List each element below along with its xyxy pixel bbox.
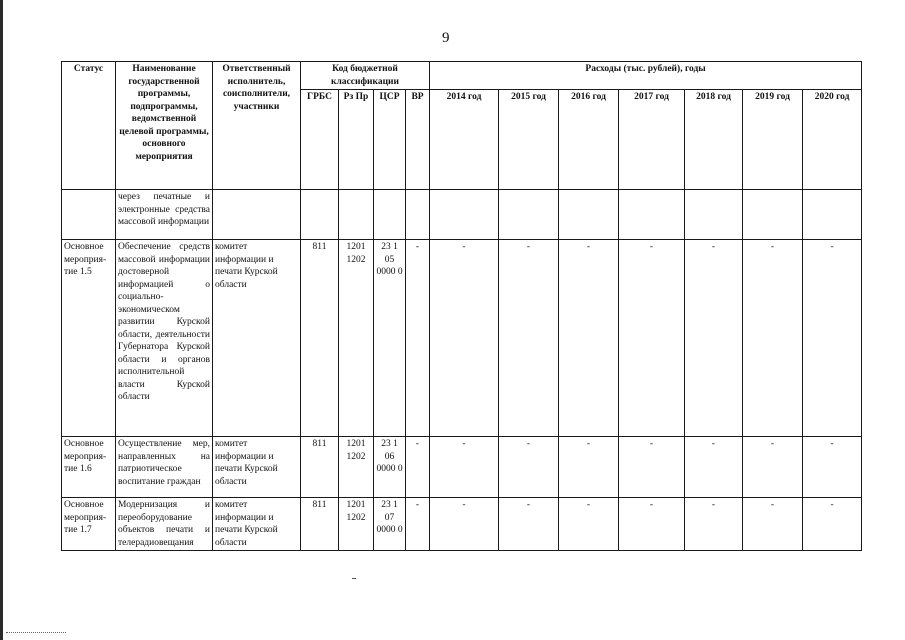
- rzpr-cell: 1201 1202: [339, 498, 374, 551]
- header-expenses: Расходы (тыс. рублей), годы: [430, 62, 862, 90]
- status-cell: Основное мероприя-тие 1.7: [62, 498, 116, 551]
- responsible-cell: комитет информации и печати Курской области: [213, 498, 301, 551]
- vr-cell: -: [406, 437, 430, 498]
- table-row: [62, 437, 862, 498]
- name-cell: Обеспечение средств массовой информации достоверной информацией о социально-экономическом развитии Курской области, деятельности Губернатора Курской области и органов исполнительной власти Курской области: [116, 240, 213, 437]
- header-responsible: Ответственный исполнитель, соисполнители, участники: [213, 62, 301, 190]
- header-year-2015: 2015 год: [499, 90, 559, 190]
- header-year-2019: 2019 год: [743, 90, 803, 190]
- header-year-2014: 2014 год: [430, 90, 499, 190]
- value-cell-2014: -: [430, 437, 499, 498]
- vr-cell: -: [406, 240, 430, 437]
- value-cell-2019: -: [743, 240, 803, 437]
- rzpr-cell: 1201 1202: [339, 437, 374, 498]
- value-cell-2019: -: [743, 437, 803, 498]
- value-cell-2015: -: [499, 498, 559, 551]
- value-cell-2020: -: [803, 437, 862, 498]
- header-csr: ЦСР: [374, 90, 406, 190]
- rzpr-cell: 1201 1202: [339, 240, 374, 437]
- scan-left-edge: [0, 0, 3, 640]
- header-budget-code: Код бюджетной классификации: [301, 62, 430, 90]
- scan-footer-mark: [6, 632, 66, 633]
- status-cell: Основное мероприя-тие 1.6: [62, 437, 116, 498]
- name-cell: Модернизация и переоборудование объектов печати и телерадиовещания: [116, 498, 213, 551]
- table-row: [62, 240, 862, 437]
- grbs-cell: 811: [301, 240, 339, 437]
- value-cell-2014: -: [430, 240, 499, 437]
- value-cell-2017: -: [619, 498, 685, 551]
- header-rzpr: Рз Пр: [339, 90, 374, 190]
- scan-speck: [352, 578, 356, 579]
- value-cell-2020: -: [803, 240, 862, 437]
- value-cell-2018: -: [685, 498, 743, 551]
- header-status: Статус: [62, 62, 116, 190]
- value-cell-2019: -: [743, 498, 803, 551]
- value-cell-2015: -: [499, 240, 559, 437]
- csr-cell: 23 1 06 0000 0: [374, 437, 406, 498]
- value-cell-2015: -: [499, 437, 559, 498]
- page-number: 9: [442, 30, 450, 46]
- vr-cell: -: [406, 498, 430, 551]
- csr-cell: 23 1 05 0000 0: [374, 240, 406, 437]
- csr-cell: 23 1 07 0000 0: [374, 498, 406, 551]
- name-cell: Осуществление мер, направленных на патриотическое воспитание граждан: [116, 437, 213, 498]
- value-cell-2018: -: [685, 437, 743, 498]
- header-vr: ВР: [406, 90, 430, 190]
- grbs-cell: 811: [301, 437, 339, 498]
- header-year-2017: 2017 год: [619, 90, 685, 190]
- value-cell-2014: -: [430, 498, 499, 551]
- value-cell-2017: -: [619, 240, 685, 437]
- header-grbs: ГРБС: [301, 90, 339, 190]
- header-year-2016: 2016 год: [559, 90, 619, 190]
- value-cell-2020: -: [803, 498, 862, 551]
- table-row-continuation: [62, 190, 862, 240]
- value-cell-2018: -: [685, 240, 743, 437]
- value-cell-2016: -: [559, 437, 619, 498]
- status-cell: Основное мероприя-тие 1.5: [62, 240, 116, 437]
- table-row: [62, 498, 862, 551]
- grbs-cell: 811: [301, 498, 339, 551]
- header-name: Наименование государственной программы, подпрограммы, ведомственной целевой программы, основного мероприятия: [116, 62, 213, 190]
- continuation-name-cell: через печатные и электронные средства массовой информации: [116, 190, 213, 240]
- budget-table: [61, 61, 862, 551]
- header-year-2020: 2020 год: [803, 90, 862, 190]
- responsible-cell: комитет информации и печати Курской области: [213, 437, 301, 498]
- value-cell-2017: -: [619, 437, 685, 498]
- header-year-2018: 2018 год: [685, 90, 743, 190]
- value-cell-2016: -: [559, 240, 619, 437]
- responsible-cell: комитет информации и печати Курской области: [213, 240, 301, 437]
- value-cell-2016: -: [559, 498, 619, 551]
